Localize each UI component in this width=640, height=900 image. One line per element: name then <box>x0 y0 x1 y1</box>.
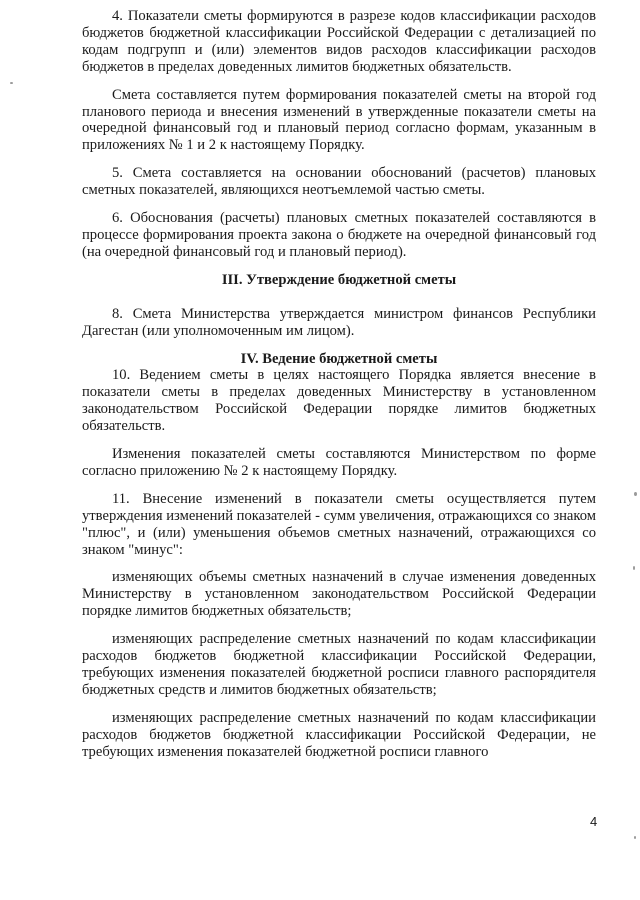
paragraph-estimate-formation: Смета составляется путем формирования показателей сметы на второй год планового периода и внесения изменений в утвержденные показатели сметы на очередной финансовый год и плановый период согласно формам, указанным в приложениях № 1 и 2 к настоящему Порядку. <box>82 86 596 154</box>
paragraph-8: 8. Смета Министерства утверждается министром финансов Республики Дагестан (или уполномоченным им лицом). <box>82 305 596 339</box>
paragraph-11: 11. Внесение изменений в показатели сметы осуществляется путем утверждения изменений показателей - сумм увеличения, отражающихся со знаком "плюс", и (или) уменьшения объемов сметных назначений, отражающихся со знаком "минус": <box>82 490 596 558</box>
scan-speck <box>634 492 637 496</box>
paragraph-4: 4. Показатели сметы формируются в разрезе кодов классификации расходов бюджетов бюджетной классификации Российской Федерации с детализацией по кодам подгрупп и (или) элементов видов расходов классификации расходов бюджетов в пределах доведенных лимитов бюджетных обязательств. <box>82 8 596 75</box>
scan-speck <box>634 836 636 839</box>
section-3-heading: III. Утверждение бюджетной сметы <box>221 271 457 288</box>
document-page <box>82 8 596 764</box>
paragraph-changes-form: Изменения показателей сметы составляются Министерством по форме согласно приложению № 2 к настоящему Порядку. <box>82 446 596 479</box>
scan-speck <box>10 82 13 84</box>
list-item-distribution-requiring: изменяющих распределение сметных назначений по кодам классификации расходов бюджетов бюджетной классификации Российской Федерации, требующих изменения показателей бюджетной росписи главного распорядителя бюджетных средств и лимитов бюджетных обязательств; <box>82 631 596 698</box>
list-item-volume-change: изменяющих объемы сметных назначений в случае изменения доведенных Министерству в установленном законодательством Российской Федерации порядке лимитов бюджетных обязательств; <box>82 569 596 620</box>
paragraph-10: 10. Ведением сметы в целях настоящего Порядка является внесение в показатели сметы в пределах доведенных Министерству в установленном законодательством Российской Федерации порядке лимитов бюджетных обязательств. <box>82 367 596 435</box>
paragraph-5: 5. Смета составляется на основании обоснований (расчетов) плановых сметных показателей, являющихся неотъемлемой частью сметы. <box>82 165 596 199</box>
section-4-heading: IV. Ведение бюджетной сметы <box>240 350 438 367</box>
paragraph-6: 6. Обоснования (расчеты) плановых сметных показателей составляются в процессе формирования проекта закона о бюджете на очередной финансовый год (на очередной финансовый год и плановый период). <box>82 210 596 260</box>
list-item-distribution-not-requiring: изменяющих распределение сметных назначений по кодам классификации расходов бюджетов бюджетной классификации Российской Федерации, не требующих изменения показателей бюджетной росписи главного <box>82 709 596 760</box>
page-number: 4 <box>590 814 598 829</box>
scan-speck <box>633 566 635 570</box>
